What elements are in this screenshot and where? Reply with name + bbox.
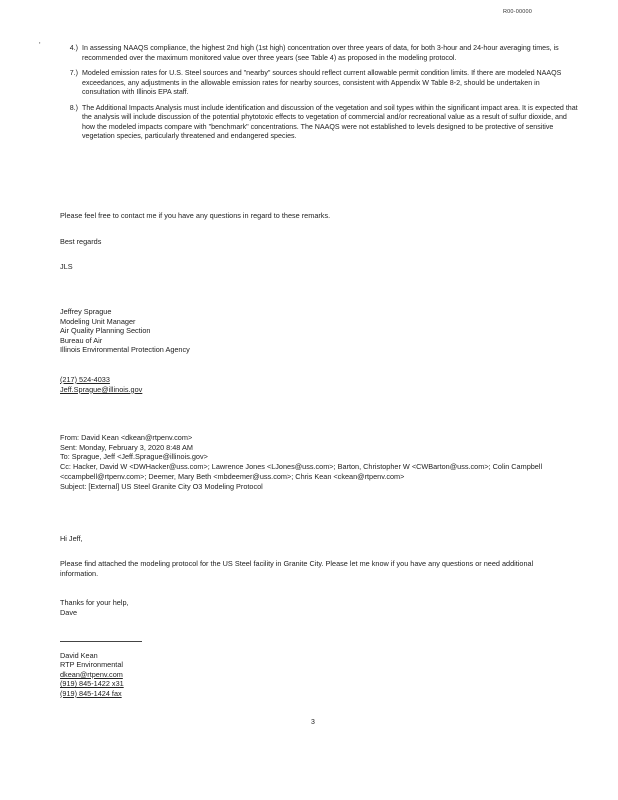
sender-phone-link[interactable]: (919) 845-1422 x31 — [60, 679, 124, 689]
list-item-number: 8.) — [69, 103, 78, 112]
from-value: David Kean <dkean@rtpenv.com> — [81, 433, 193, 442]
forwarded-email-header — [60, 433, 580, 491]
list-item-text: In assessing NAAQS compliance, the highest 2nd high (1st high) concentration over three years of data, for both 3-hour and 24-hour averaging times, is recommended over the maximum monitored value over three years (see Table 4) as proposed in the modeling protocol. — [82, 44, 559, 62]
list-item-number: 4.) — [69, 44, 78, 52]
signature-divider — [60, 641, 142, 642]
sender-company: RTP Environmental — [60, 660, 123, 670]
subject-row — [60, 482, 580, 492]
email-greeting: Hi Jeff, — [60, 534, 83, 543]
sent-row — [60, 443, 580, 453]
margin-mark: ' — [39, 41, 41, 50]
numbered-comments-list — [60, 44, 578, 148]
signature-bureau: Bureau of Air — [60, 335, 103, 345]
sent-label: Sent: — [60, 442, 78, 452]
signature-block — [60, 307, 190, 355]
page-number: 3 — [311, 719, 315, 726]
list-item-text: The Additional Impacts Analysis must include identification and discussion of the vegetation and soil types within the significant impact area. It is expected that the analysis will include discussion of the potential phytotoxic effects to vegetation of commercial and/or recreational value as a result of sulfur dioxide, and how the modeled impacts compare with "benchmark" concentrations. The NAAQS were not established to levels designed to be protective of sensitive vegetation species, particularly threatened and endangered species. — [82, 103, 578, 140]
signature-title: Modeling Unit Manager — [60, 316, 136, 326]
list-item-text: Modeled emission rates for U.S. Steel sources and "nearby" sources should reflect current allowable permit condition limits. If there are modeled NAAQS exceedances, any adjustments in the allowable emission rates for nearby sources, consistent with Appendix W Table 8-2, should be undertaken in consultation with Illinois EPA staff. — [82, 69, 562, 96]
list-item — [60, 69, 578, 98]
sender-email-link[interactable]: dkean@rtpenv.com — [60, 669, 123, 679]
email-thanks: Thanks for your help, — [60, 598, 129, 607]
email-link[interactable]: Jeff.Sprague@illinois.gov — [60, 384, 143, 394]
regards: Best regards — [60, 237, 102, 246]
sender-fax-link[interactable]: (919) 845-1424 fax — [60, 688, 122, 698]
initials: JLS — [60, 262, 73, 271]
list-item-number: 7.) — [69, 69, 78, 77]
email-message: Please find attached the modeling protocol for the US Steel facility in Granite City. Please let me know if you have any questions or need additional information. — [60, 559, 534, 578]
subject-label: Subject: — [60, 481, 87, 491]
to-row — [60, 452, 580, 462]
signature-section: Air Quality Planning Section — [60, 326, 151, 336]
list-item — [60, 104, 578, 142]
to-value: Sprague, Jeff <Jeff.Sprague@illinois.gov> — [71, 452, 208, 462]
document-id: R00-00000 — [502, 9, 532, 15]
list-item — [60, 44, 578, 63]
from-label: From: — [60, 433, 80, 442]
phone-link[interactable]: (217) 524-4033 — [60, 375, 110, 384]
closing-line: Please feel free to contact me if you have any questions in regard to these remarks. — [60, 211, 331, 220]
email-sender-name: Dave — [60, 608, 78, 617]
from-row — [60, 433, 580, 443]
cc-label: Cc: — [60, 462, 71, 472]
signature-name: Jeffrey Sprague — [60, 307, 112, 316]
cc-value: Hacker, David W <DWHacker@uss.com>; Lawrence Jones <LJones@uss.com>; Barton, Christopher W <CWBarton@uss.com>; Colin Campbell <ccampbell@rtpenv.com>; Deemer, Mary Beth <mbdeemer@uss.com>; Chris Kean <ckean@rtpenv.com> — [60, 462, 543, 481]
cc-row — [60, 462, 580, 481]
subject-value: [External] US Steel Granite City O3 Modeling Protocol — [88, 481, 263, 491]
signature-agency: Illinois Environmental Protection Agency — [60, 345, 190, 355]
sender-name: David Kean — [60, 651, 98, 660]
contact-block — [60, 375, 142, 395]
sender-signature — [60, 651, 124, 698]
to-label: To: — [60, 452, 70, 462]
sent-value: Monday, February 3, 2020 8:48 AM — [79, 442, 193, 452]
